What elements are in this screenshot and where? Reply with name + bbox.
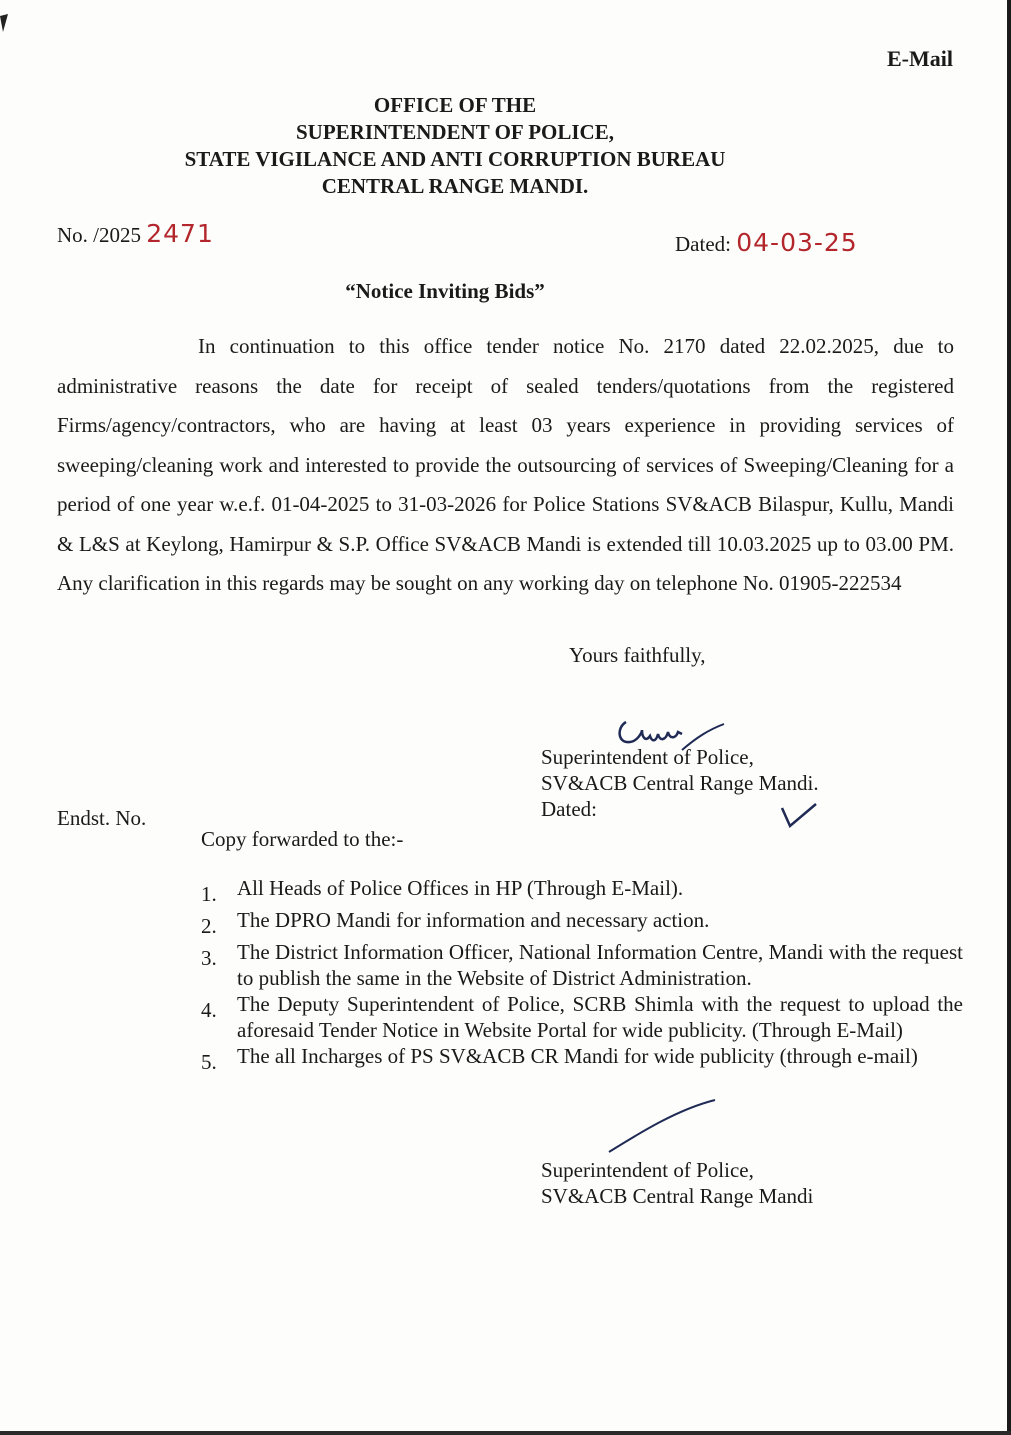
corner-mark — [0, 14, 10, 34]
list-item-number: 4. — [201, 998, 217, 1022]
header-line-4: CENTRAL RANGE MANDI. — [321, 174, 589, 198]
signature-block-1 — [541, 744, 819, 822]
list-item — [201, 875, 963, 907]
list-item-text: The District Information Officer, National Information Centre, Mandi with the request to publish the same in the Website of District Administration. — [237, 940, 963, 990]
signature1-dated: Dated: — [541, 797, 597, 821]
list-item-text: All Heads of Police Offices in HP (Through E-Mail). — [237, 876, 684, 900]
list-item-text: The DPRO Mandi for information and necessary action. — [237, 908, 710, 932]
handwritten-date: 04-03-25 — [736, 228, 858, 257]
signature1-designation: Superintendent of Police, — [541, 745, 754, 769]
office-header — [0, 92, 910, 200]
list-item-text: The Deputy Superintendent of Police, SCRB Shimla with the request to upload the aforesaid Tender Notice in Website Portal for wide publicity. (Through E-Mail) — [237, 992, 963, 1042]
date-label: Dated: — [675, 232, 731, 256]
notice-title: “Notice Inviting Bids” — [345, 279, 545, 303]
body-paragraph: In continuation to this office tender notice No. 2170 dated 22.02.2025, due to administrative reasons the date for receipt of sealed tenders/quotations from the registered Firms/agency/contractors, who are having at least 03 years experience in providing services of sweeping/cleaning work and interested to provide the outsourcing of services of Sweeping/Cleaning for a period of one year w.e.f. 01-04-2025 to 31-03-2026 for Police Stations SV&ACB Bilaspur, Kullu, Mandi & L&S at Keylong, Hamirpur & S.P. Office SV&ACB Mandi is extended till 10.03.2025 up to 03.00 PM. Any clarification in this regards may be sought on any working day on telephone No. 01905-222534 — [57, 334, 954, 595]
list-item-number: 2. — [201, 914, 217, 938]
endorsement-label: Endst. No. — [57, 806, 147, 830]
header-line-2: SUPERINTENDENT OF POLICE, — [296, 120, 614, 144]
closing-salutation: Yours faithfully, — [569, 643, 706, 667]
list-item-number: 5. — [201, 1050, 217, 1074]
signature2-office: SV&ACB Central Range Mandi — [541, 1184, 814, 1208]
handwritten-number: 2471 — [146, 219, 214, 248]
signature1-office: SV&ACB Central Range Mandi. — [541, 771, 819, 795]
signature-stroke — [605, 1096, 720, 1156]
signature-block-2 — [541, 1157, 813, 1209]
list-item — [201, 907, 963, 939]
list-item — [201, 991, 963, 1043]
copy-list — [201, 875, 963, 1075]
list-item-text: The all Incharges of PS SV&ACB CR Mandi for wide publicity (through e-mail) — [237, 1044, 918, 1068]
header-line-3: STATE VIGILANCE AND ANTI CORRUPTION BUREAU — [184, 147, 726, 171]
list-item — [201, 939, 963, 991]
endorsement-number — [57, 806, 146, 831]
list-item-number: 3. — [201, 946, 217, 970]
list-item — [201, 1043, 963, 1075]
page-edge-right — [1007, 0, 1011, 1435]
page-edge-bottom — [0, 1431, 1011, 1435]
list-item-number: 1. — [201, 882, 217, 906]
date-line — [675, 228, 858, 257]
header-line-1: OFFICE OF THE — [373, 93, 537, 117]
tick-mark — [778, 800, 820, 830]
signature2-designation: Superintendent of Police, — [541, 1158, 754, 1182]
reference-number — [57, 219, 214, 248]
notice-body — [57, 327, 954, 604]
reference-label: No. /2025 — [57, 223, 141, 247]
email-tag: E-Mail — [887, 46, 953, 71]
copy-forwarded-heading: Copy forwarded to the:- — [201, 827, 404, 851]
